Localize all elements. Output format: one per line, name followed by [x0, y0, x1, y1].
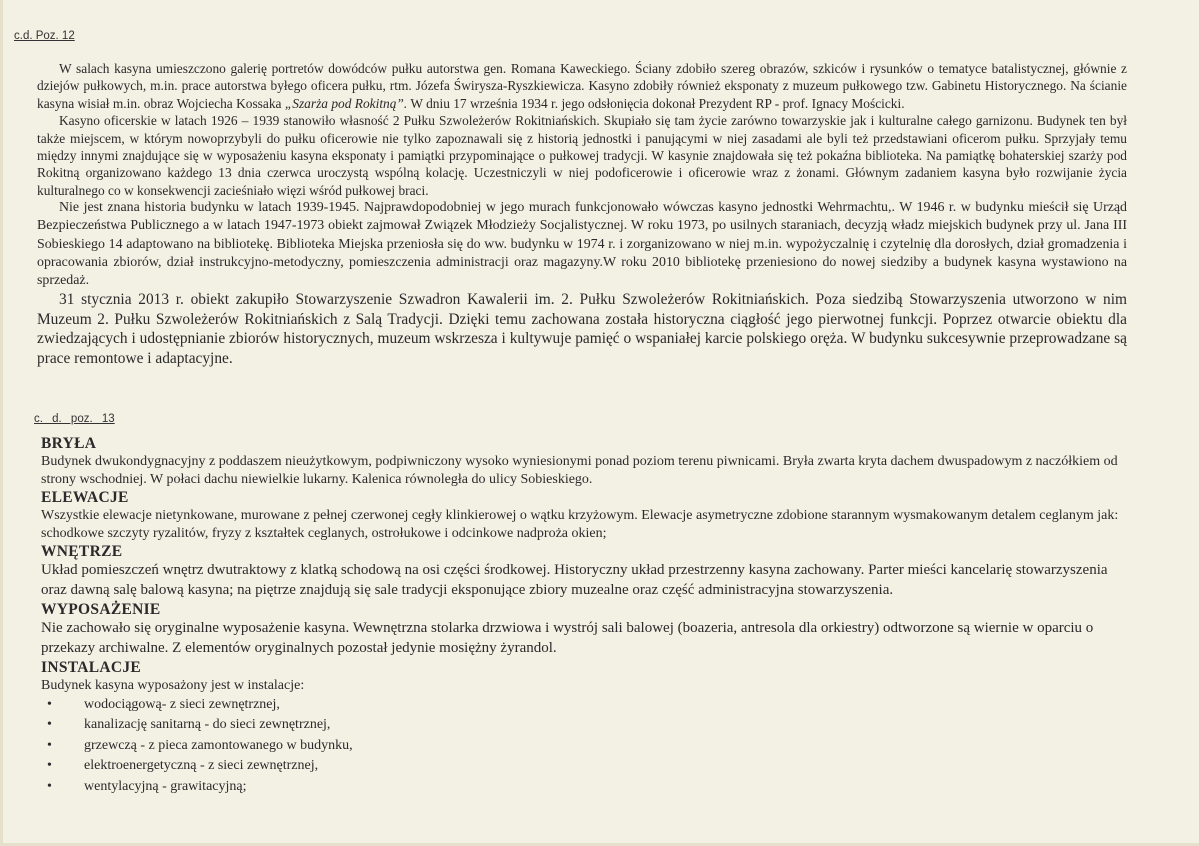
- bullet-icon: •: [47, 696, 52, 712]
- bullet-icon: •: [47, 717, 52, 732]
- list-item: [47, 736, 1126, 757]
- list-item-text: kanalizację sanitarną - do sieci zewnętrznej,: [84, 717, 331, 732]
- reference-top: c.d. Poz. 12: [14, 30, 75, 42]
- reference-middle: c. d. poz. 13: [34, 413, 115, 425]
- bullet-icon: •: [47, 758, 52, 773]
- history-section: [37, 60, 1127, 368]
- heading-bryla: BRYŁA: [41, 435, 97, 452]
- list-item-text: grzewczą - z pieca zamontowanego w budynku,: [84, 737, 353, 753]
- description-section: [41, 434, 1126, 797]
- paragraph-gallery: [37, 60, 1127, 112]
- list-item-text: wentylacyjną - grawitacyjną;: [84, 778, 247, 794]
- bullet-icon: •: [47, 737, 52, 753]
- installations-list: [41, 695, 1126, 798]
- list-item-text: wodociągową- z sieci zewnętrznej,: [84, 696, 280, 712]
- text-instalacje-intro: Budynek kasyna wyposażony jest w instalacje:: [41, 678, 305, 693]
- heading-instalacje: INSTALACJE: [41, 659, 142, 676]
- list-item-text: elektroenergetyczną - z sieci zewnętrznej,: [84, 758, 319, 773]
- text-wyposazenie: Nie zachowało się oryginalne wyposażenie kasyna. Wewnętrzna stolarka drzwiowa i wystrój sali balowej (boazeria, antresola dla orkiestry) odtworzone są wiernie w oparciu o przekazy archiwalne. Z elementów oryginalnych pozostał jedynie mosiężny żyrandol.: [41, 620, 1094, 656]
- paragraph-association: 31 stycznia 2013 r. obiekt zakupiło Stowarzyszenie Szwadron Kawalerii im. 2. Pułku Szwoleżerów Rokitniańskich. Poza siedzibą Stowarzyszenia utworzono w nim Muzeum 2. Pułku Szwoleżerów Rokitniańskich z Salą Tradycji. Dzięki temu zachowana została historyczna ciągłość jego pierwotnej funkcji. Poprzez otwarcie obiektu dla zwiedzających i udostępnianie zbiorów historycznych, muzeum wskrzesza i kultywuje pamięć o wspaniałej karcie polskiego oręża. W budynku sukcesywnie przeprowadzane są prace remontowe i adaptacyjne.: [37, 291, 1127, 367]
- list-item: [47, 756, 1126, 777]
- painting-title: „Szarża pod Rokitną”.: [284, 95, 408, 111]
- heading-elewacje: ELEWACJE: [41, 489, 129, 506]
- heading-wyposazenie: WYPOSAŻENIE: [41, 601, 161, 618]
- text-wnetrze: Układ pomieszczeń wnętrz dwutraktowy z klatką schodową na osi części środkowej. Historyczny układ przestrzenny kasyna zachowany. Parter mieści kancelarię stowarzyszenia oraz dawną salę balową kasyna; na piętrze znajdują się sale tradycji eksponujące zbiory muzealne oraz część administracyjna stowarzyszenia.: [41, 562, 1108, 598]
- bullet-icon: •: [47, 778, 52, 794]
- list-item: [47, 695, 1126, 716]
- page-edge-left: [0, 0, 3, 846]
- heading-wnetrze: WNĘTRZE: [41, 543, 123, 560]
- text-bryla: Budynek dwukondygnacyjny z poddaszem nieużytkowym, podpiwniczony wysoko wyniesionymi ponad poziom terenu piwnicami. Bryła zwarta kryta dachem dwuspadowym z naczółkiem od strony wschodniej. W połaci dachu niewielkie lukarny. Kalenica równoległa do ulicy Sobieskiego.: [41, 454, 1118, 487]
- list-item: [47, 777, 1126, 798]
- list-item: [47, 715, 1126, 736]
- paragraph-building-history: Nie jest znana historia budynku w latach 1939-1945. Najprawdopodobniej w jego murach funkcjonowało wówczas kasyno jednostki Wehrmachtu,. W 1946 r. w budynku mieścił się Urząd Bezpieczeństwa Publicznego a w latach 1947-1973 obiekt zajmował Związek Młodzieży Socjalistycznej. W roku 1973, po usilnych staraniach, decyzją władz miejskich budynek przy ul. Jana III Sobieskiego 14 adaptowano na bibliotekę. Biblioteka Miejska przeniosła się do ww. budynku w 1974 r. i zorganizowano w niej m.in. wypożyczalnię i czytelnię dla dorosłych, dział gromadzenia i opracowania zbiorów, dział instrukcyjno-metodyczny, pomieszczenia administracji oraz magazyny.W roku 2010 bibliotekę przeniesiono do nowej siedziby a budynek kasyna wystawiono na sprzedaż.: [37, 200, 1127, 289]
- text-elewacje: Wszystkie elewacje nietynkowane, murowane z pełnej czerwonej cegły klinkierowej o wątku krzyżowym. Elewacje asymetryczne zdobione starannym wysmakowanym detalem ceglanym jak: schodkowe szczyty ryzalitów, fryzy z kształtek ceglanych, ostrołukowe i odcinkowe nadproża okien;: [41, 508, 1119, 541]
- paragraph-gallery-text: W salach kasyna umieszczono galerię portretów dowódców pułku autorstwa gen. Romana Kaweckiego. Ściany zdobiło szereg obrazów, szkiców i rysunków o tematyce batalistycznej, głównie z dziejów pułkowych, m.in. prace autorstwa byłego oficera pułku, rtm. Józefa Świrysza-Ryszkiewicza. Kasyno zdobiły również eksponaty z muzeum pułkowego tzw. Gabinetu Historycznego. Na ścianie kasyna wisiał m.in. obraz Wojciecha Kossaka: [37, 61, 1127, 111]
- paragraph-officers-casino: Kasyno oficerskie w latach 1926 – 1939 stanowiło własność 2 Pułku Szwoleżerów Rokitniańskich. Skupiało się tam życie zarówno towarzyskie jak i kulturalne całego garnizonu. Budynek ten był także miejscem, w którym nowoprzybyli do pułku oficerowie nie tylko zapoznawali się z historią jednostki i panującymi w niej zasadami ale byli też przedstawiani oficerom pułku. Sprzyjały temu między innymi znajdujące się w wyposażeniu kasyna eksponaty i pamiątki przypominające o pułkowej tradycji. W kasynie znajdowała się też pokaźna biblioteka. Na pamiątkę bohaterskiej szarży pod Rokitną organizowano każdego 13 dnia czerwca uroczystą wspólną kolację. Uczestniczyli w niej podoficerowie i oficerowie wraz z żonami. Głównym zadaniem kasyna było rozwijanie życia kulturalnego co w konsekwencji zacieśniało więzi wśród pułkowej braci.: [37, 113, 1127, 198]
- paragraph-gallery-text-end: W dniu 17 września 1934 r. jego odsłonięcia dokonał Prezydent RP - prof. Ignacy Mościcki.: [407, 95, 905, 111]
